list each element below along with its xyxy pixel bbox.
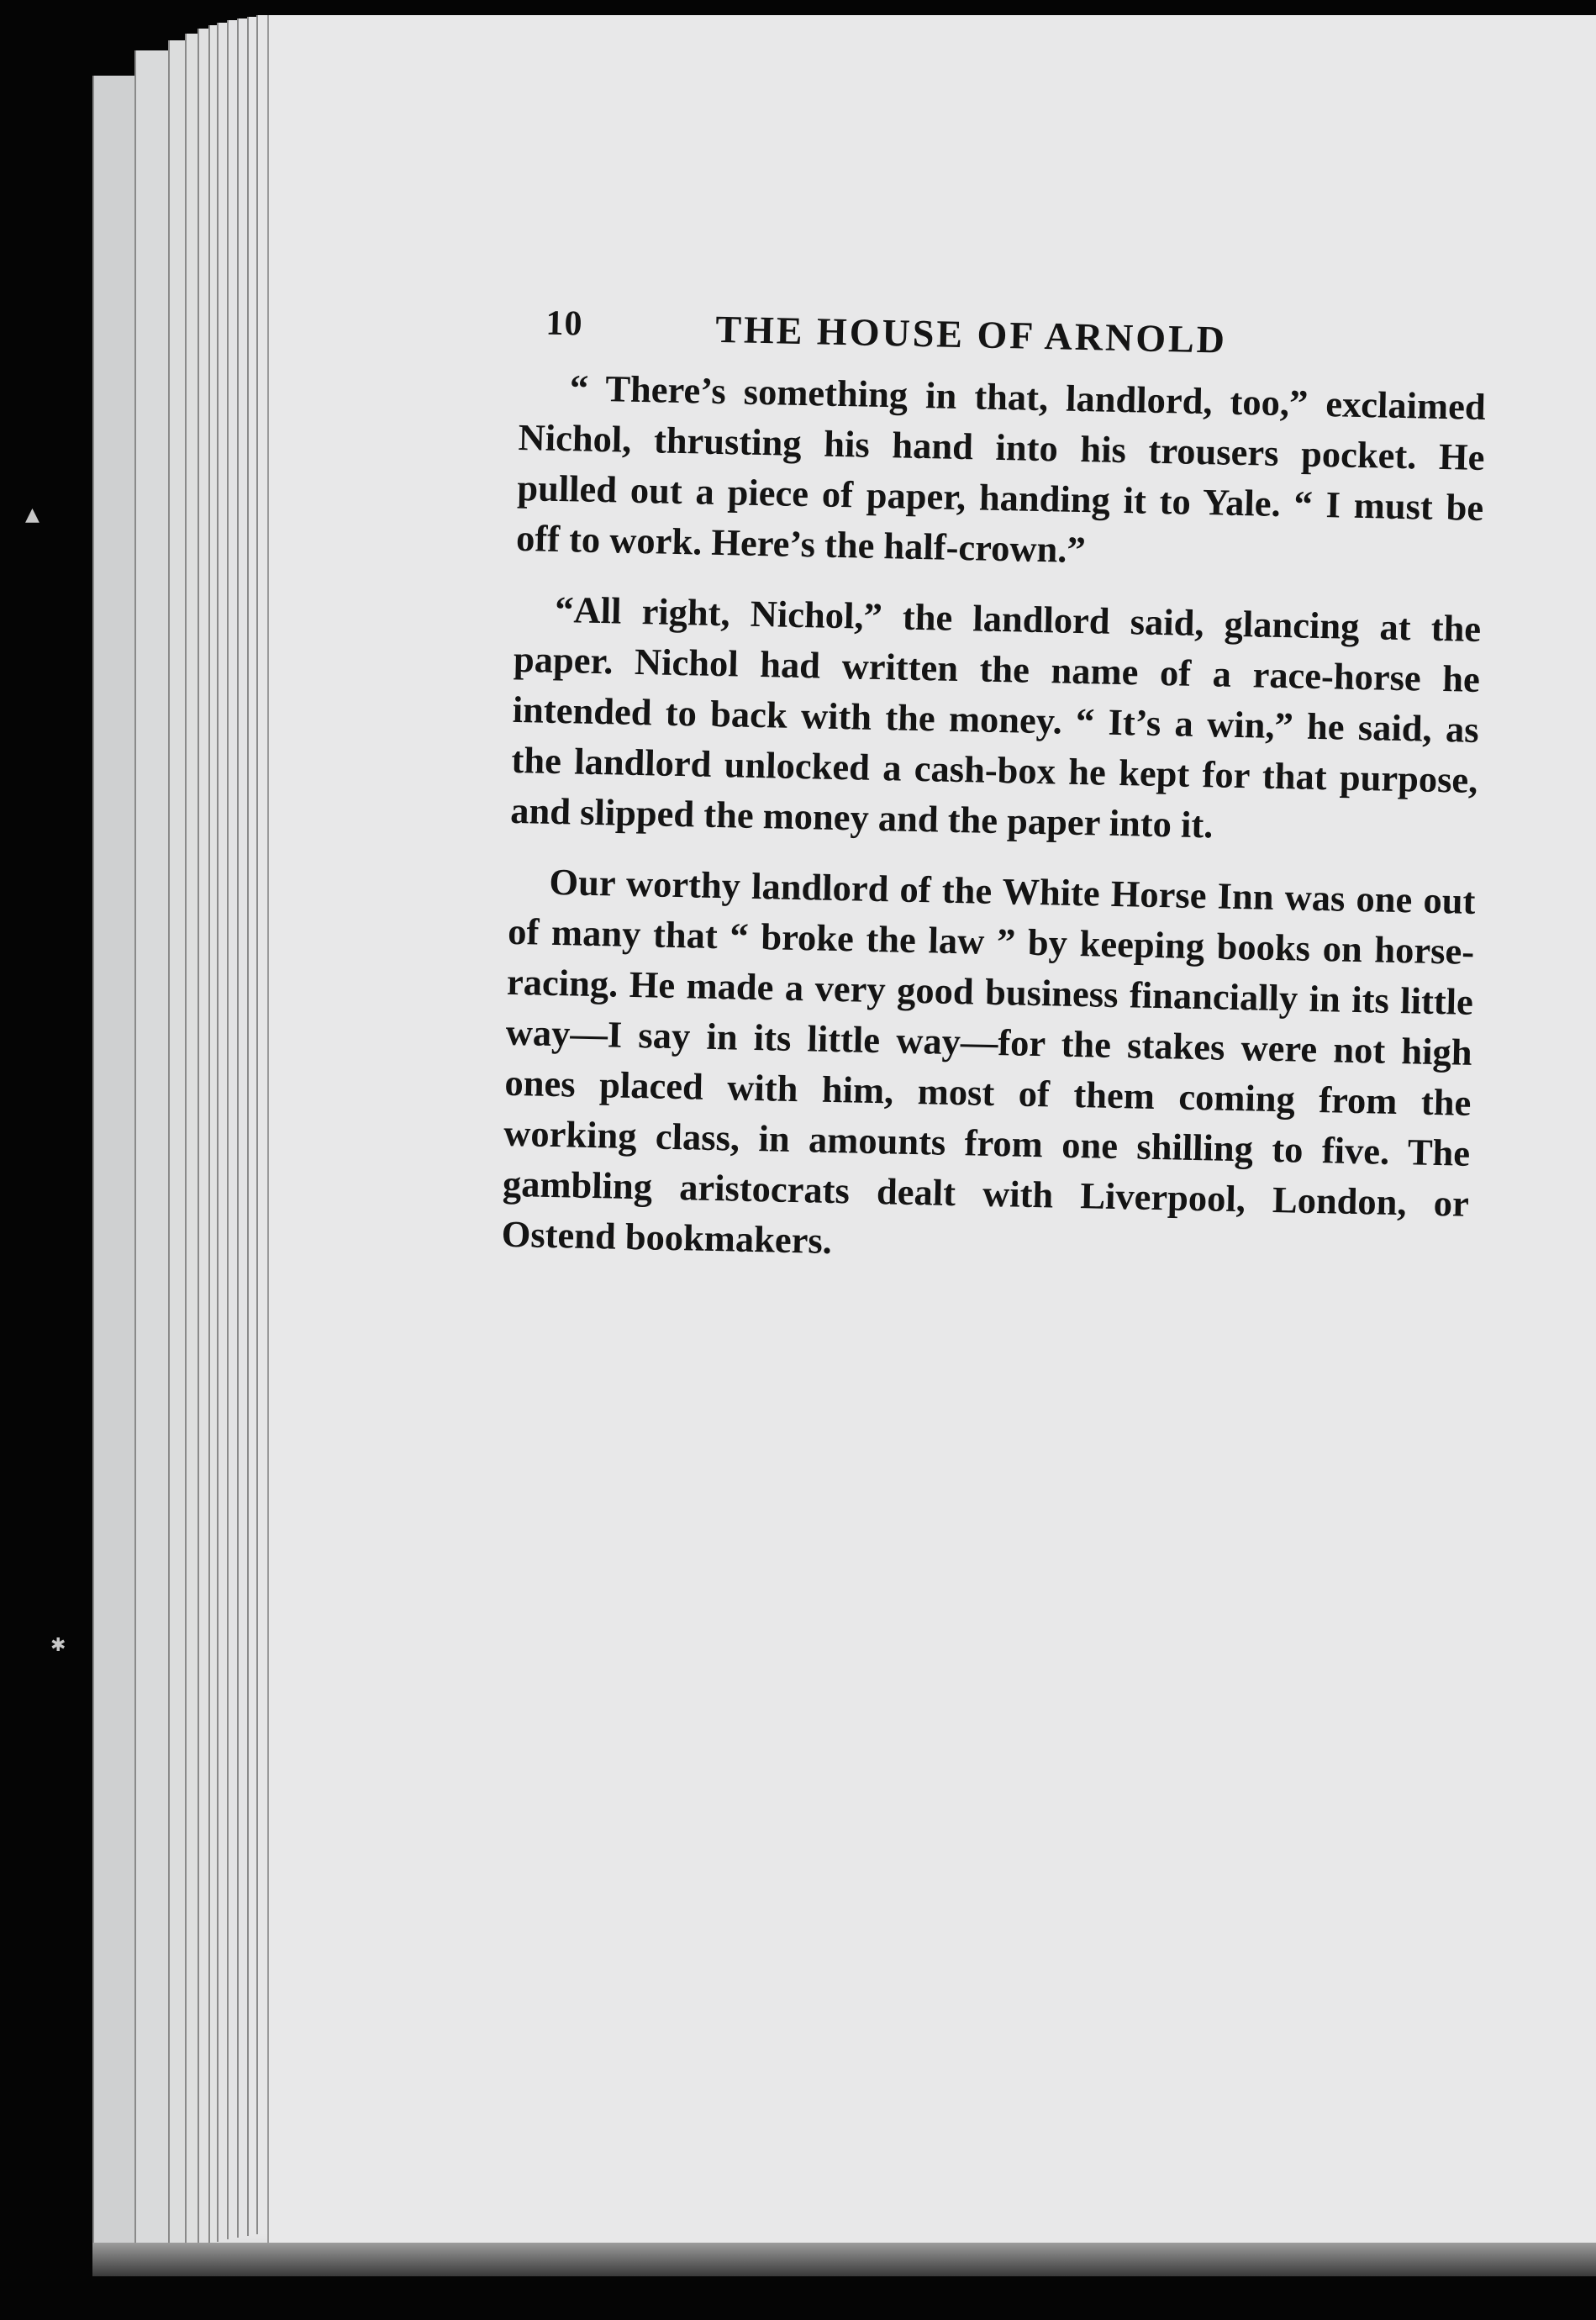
text-block bbox=[501, 303, 1488, 1300]
scan-speck: ▲ bbox=[25, 504, 40, 525]
book-title: THE HOUSE OF ARNOLD bbox=[714, 307, 1228, 361]
scan-speck: ✱ bbox=[50, 1635, 66, 1656]
page-number: 10 bbox=[545, 303, 583, 344]
page-bottom-shadow bbox=[92, 2243, 1596, 2276]
paragraph: Our worthy landlord of the White Horse Inn was one out of many that “ broke the law ” by keeping books on horse-racing. He made a very good business financially in its little way—I say in its little way—for the stakes were not high ones placed with him, most of them coming from the working class, in amounts from one shilling to five. The gambling aristocrats dealt with Liverpool, London, or Ostend bookmakers. bbox=[501, 860, 1476, 1262]
paragraph: “All right, Nichol,” the landlord said, glancing at the paper. Nichol had written the name of a race-horse he intended to back with the money. “ It’s a win,” he said, as the landlord unlocked a cash-box he kept for that purpose, and slipped the money and the paper into it. bbox=[509, 588, 1482, 846]
paragraph: “ There’s something in that, landlord, too,” exclaimed Nichol, thrusting his hand into his trousers pocket. He pulled out a piece of paper, handing it to Yale. “ I must be off to work. Here’s the half-crown.” bbox=[515, 366, 1487, 572]
